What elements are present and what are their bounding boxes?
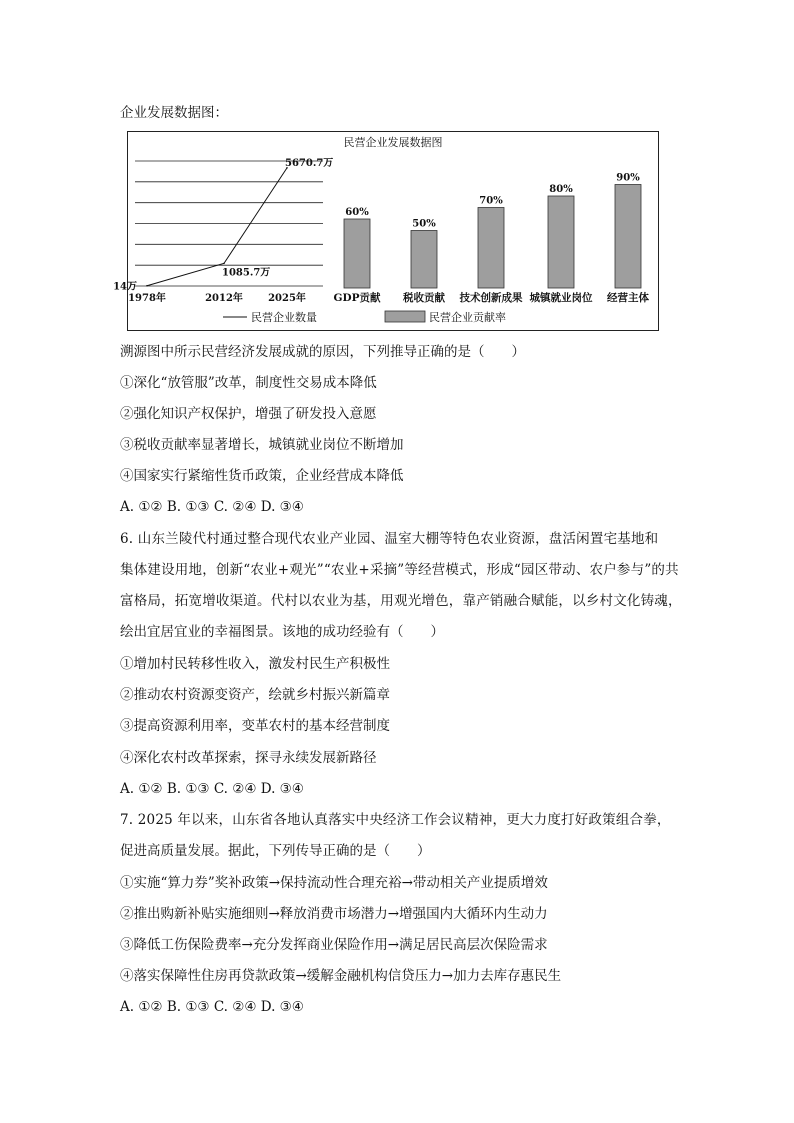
line-x-tick: 1978年 — [128, 293, 166, 304]
bar-category-label: 城镇就业岗位 — [529, 292, 593, 304]
legend-line-label: 民营企业数量 — [251, 311, 317, 324]
q7-stem-line-1: 7. 2025 年以来，山东省各地认真落实中央经济工作会议精神，更大力度打好政策组合拳， — [120, 812, 671, 828]
line-point-label: 1085.7万 — [222, 267, 271, 279]
line-x-tick: 2012年 — [205, 293, 243, 304]
figure-intro: 企业发展数据图： — [120, 105, 228, 121]
bar — [344, 219, 370, 288]
bar-value-label: 60% — [345, 207, 369, 218]
q6-stem-line-2: 集体建设用地，创新“农业+观光”“农业+采摘”等经营模式，形成“园区带动、农户参与”的共 — [120, 562, 679, 578]
bar-value-label: 80% — [549, 184, 573, 195]
q7-stem-line-2: 促进高质量发展。据此，下列传导正确的是（ ） — [120, 843, 431, 859]
line-x-tick: 2025年 — [268, 293, 306, 304]
bar-category-label: 税收贡献 — [403, 292, 445, 304]
q6-stem-line-4: 绘出宜居宜业的幸福图景。该地的成功经验有（ ） — [120, 624, 444, 640]
q6-stem-line-1: 6. 山东兰陵代村通过整合现代农业产业园、温室大棚等特色农业资源，盘活闲置宅基地和 — [120, 531, 659, 547]
q7-answers: A. ①② B. ①③ C. ②④ D. ③④ — [120, 999, 304, 1015]
chart-title: 民营企业发展数据图 — [343, 136, 443, 149]
q5-option-3: ③税收贡献率显著增长，城镇就业岗位不断增加 — [120, 437, 404, 453]
chart-figure — [113, 131, 659, 331]
q6-option-4: ④深化农村改革探索，探寻永续发展新路径 — [120, 750, 377, 766]
legend-bar-swatch — [385, 311, 425, 322]
q6-option-1: ①增加村民转移性收入，激发村民生产积极性 — [120, 656, 390, 672]
line-point — [223, 263, 225, 265]
legend-bar-label: 民营企业贡献率 — [429, 311, 506, 324]
bar-category-label: 经营主体 — [607, 292, 649, 304]
q6-answers: A. ①② B. ①③ C. ②④ D. ③④ — [120, 781, 304, 797]
line-point-label: 14万 — [113, 281, 137, 293]
bar — [615, 185, 641, 289]
q7-option-3: ③降低工伤保险费率→充分发挥商业保险作用→满足居民高层次保险需求 — [120, 937, 548, 953]
bar — [411, 231, 437, 289]
q5-option-4: ④国家实行紧缩性货币政策，企业经营成本降低 — [120, 468, 404, 484]
line-point-label: 5670.7万 — [285, 157, 334, 169]
q5-stem: 溯源图中所示民营经济发展成就的原因，下列推导正确的是（ ） — [120, 344, 525, 360]
bar-category-label: GDP贡献 — [333, 292, 381, 304]
q5-answers: A. ①② B. ①③ C. ②④ D. ③④ — [120, 499, 304, 515]
bar-value-label: 50% — [412, 218, 436, 230]
q5-option-1: ①深化“放管服”改革，制度性交易成本降低 — [120, 375, 377, 391]
q7-option-4: ④落实保障性住房再贷款政策→缓解金融机构信贷压力→加力去库存惠民生 — [120, 968, 562, 984]
bar-category-label: 技术创新成果 — [459, 292, 523, 304]
bar-value-label: 90% — [616, 172, 640, 184]
bar-value-label: 70% — [479, 195, 503, 207]
q6-option-2: ②推动农村资源变资产，绘就乡村振兴新篇章 — [120, 687, 390, 703]
q7-option-1: ①实施“算力券”奖补政策→保持流动性合理充裕→带动相关产业提质增效 — [120, 875, 548, 891]
q6-option-3: ③提高资源利用率，变革农村的基本经营制度 — [120, 718, 390, 734]
bar — [548, 196, 574, 288]
q6-stem-line-3: 富格局，拓宽增收渠道。代村以农业为基，用观光增色，靠产销融合赋能，以乡村文化铸魂， — [120, 593, 682, 609]
q7-option-2: ②推出购新补贴实施细则→释放消费市场潜力→增强国内大循环内生动力 — [120, 906, 548, 922]
q5-option-2: ②强化知识产权保护，增强了研发投入意愿 — [120, 406, 377, 422]
bar — [478, 208, 504, 289]
line-point — [146, 285, 148, 287]
